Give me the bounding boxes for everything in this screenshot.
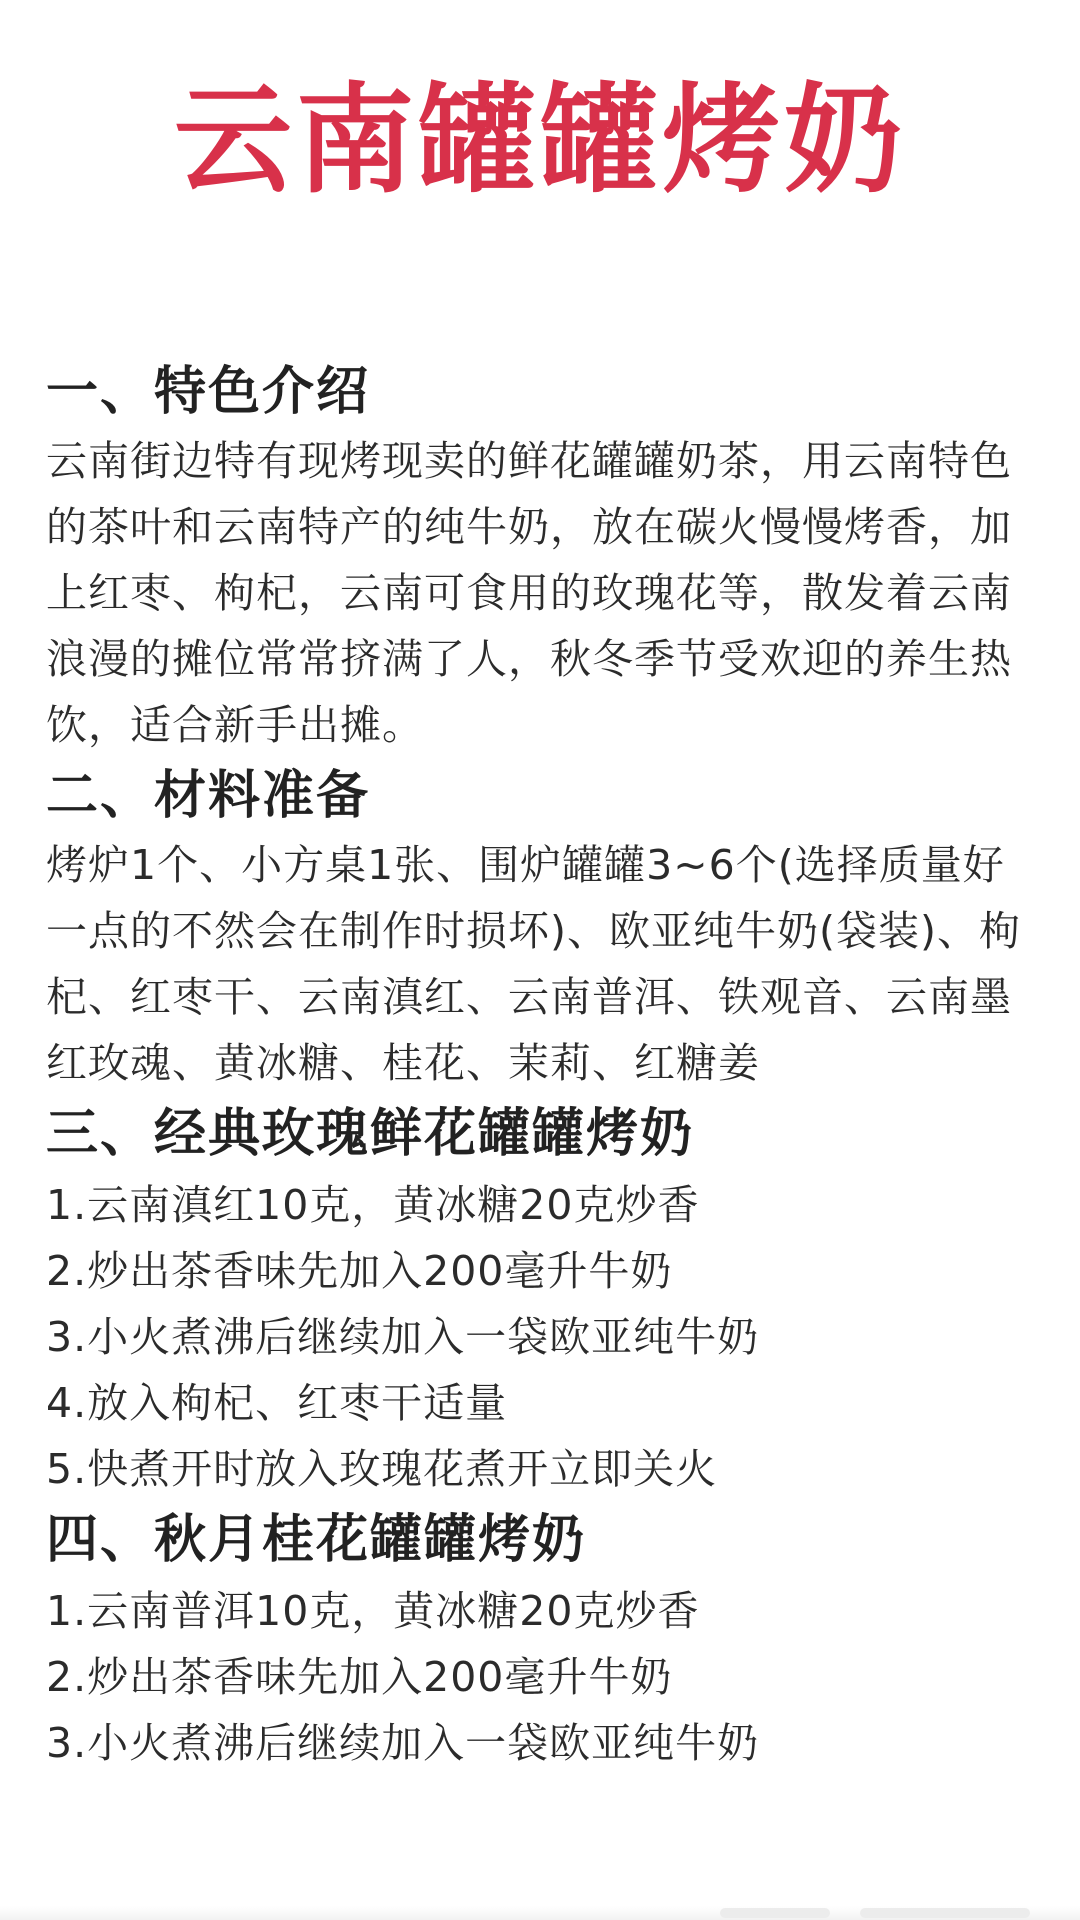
section-heading: 一、特色介绍 [46, 362, 371, 422]
bottom-decoration [720, 1908, 830, 1918]
section-heading: 三、经典玫瑰鲜花罐罐烤奶 [46, 1104, 695, 1164]
list-item: 2.炒出茶香味先加入200毫升牛奶 [46, 1653, 673, 1701]
list-item: 1.云南普洱10克，黄冰糖20克炒香 [46, 1587, 700, 1635]
section-paragraph: 烤炉1个、小方桌1张、围炉罐罐3~6个(选择质量好一点的不然会在制作时损坏)、欧亚纯牛奶(袋装)、枸杞、红枣干、云南滇红、云南普洱、铁观音、云南墨红玫魂、黄冰糖、桂花、茉莉、红糖姜 [46, 841, 1021, 1087]
list-item: 4.放入枸杞、红枣干适量 [46, 1379, 508, 1427]
step-list [46, 1172, 1046, 1502]
section-paragraph: 云南街边特有现烤现卖的鲜花罐罐奶茶，用云南特色的茶叶和云南特产的纯牛奶，放在碳火慢慢烤香，加上红枣、枸杞，云南可食用的玫瑰花等，散发着云南浪漫的摊位常常挤满了人，秋冬季节受欢迎的养生热饮，适合新手出摊。 [46, 437, 1012, 749]
section-osmanthus-recipe [46, 1506, 1046, 1776]
article-body [46, 358, 1046, 1780]
section-intro [46, 358, 1046, 758]
list-item: 3.小火煮沸后继续加入一袋欧亚纯牛奶 [46, 1719, 760, 1767]
list-item: 1.云南滇红10克，黄冰糖20克炒香 [46, 1181, 700, 1229]
section-heading: 二、材料准备 [46, 766, 371, 826]
section-materials [46, 762, 1046, 1096]
list-item: 3.小火煮沸后继续加入一袋欧亚纯牛奶 [46, 1313, 760, 1361]
page-title: 云南罐罐烤奶 [173, 71, 906, 209]
step-list [46, 1578, 1046, 1776]
list-item: 2.炒出茶香味先加入200毫升牛奶 [46, 1247, 673, 1295]
section-rose-recipe [46, 1100, 1046, 1502]
section-heading: 四、秋月桂花罐罐烤奶 [46, 1510, 587, 1570]
bottom-decoration [860, 1908, 1030, 1918]
list-item: 5.快煮开时放入玫瑰花煮开立即关火 [46, 1445, 718, 1493]
